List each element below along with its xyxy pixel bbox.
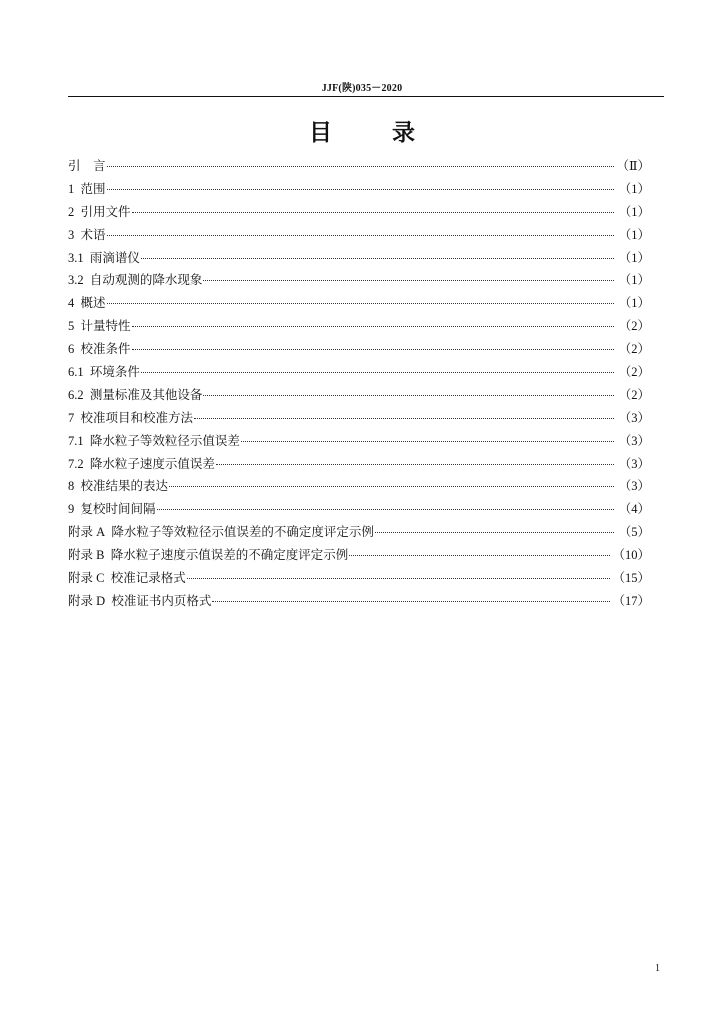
toc-entry[interactable] xyxy=(68,293,650,316)
toc-entry[interactable] xyxy=(68,362,650,385)
toc-entry-label xyxy=(68,293,106,311)
toc-entry-text: 引用文件 xyxy=(80,204,131,219)
toc-entry-text: 降水粒子速度示值误差的不确定度评定示例 xyxy=(110,548,349,563)
toc-leader-dots xyxy=(107,303,614,304)
toc-leader-dots xyxy=(216,464,614,465)
toc-entry-number: 9 xyxy=(68,502,75,517)
toc-leader-dots xyxy=(132,212,614,213)
toc-entry[interactable] xyxy=(68,499,650,522)
toc-leader-dots xyxy=(132,349,614,350)
toc-list xyxy=(68,156,650,614)
toc-entry-text: 自动观测的降水现象 xyxy=(89,273,203,288)
toc-entry-number: 7 xyxy=(68,410,75,425)
toc-entry-page: （1） xyxy=(618,181,650,196)
toc-leader-dots xyxy=(141,258,614,259)
toc-entry-number: 附录 C xyxy=(68,571,105,586)
toc-entry-page: （4） xyxy=(618,502,650,517)
toc-entry-text: 降水粒子等效粒径示值误差的不确定度评定示例 xyxy=(111,525,374,540)
page-number: 1 xyxy=(655,963,660,974)
toc-leader-dots xyxy=(107,189,614,190)
toc-entry[interactable] xyxy=(68,545,650,568)
toc-entry-text: 范围 xyxy=(80,181,106,196)
toc-entry[interactable] xyxy=(68,522,650,545)
toc-entry-text: 复校时间间隔 xyxy=(80,502,156,517)
toc-entry-number: 附录 A xyxy=(68,525,106,540)
toc-entry[interactable] xyxy=(68,179,650,202)
toc-entry[interactable] xyxy=(68,431,650,454)
toc-leader-dots xyxy=(141,372,614,373)
toc-entry-number: 2 xyxy=(68,204,75,219)
toc-entry-page: （1） xyxy=(618,204,650,219)
toc-entry-page: （2） xyxy=(618,387,650,402)
toc-entry-label xyxy=(68,385,202,403)
toc-leader-dots xyxy=(187,578,611,579)
toc-entry-page: （2） xyxy=(618,342,650,357)
toc-entry-label xyxy=(68,156,106,174)
toc-entry-label xyxy=(68,248,140,266)
toc-entry-number: 6.2 xyxy=(68,387,84,402)
document-code: JJF(陕)035－2020 xyxy=(321,83,403,94)
toc-entry-label xyxy=(68,225,106,243)
toc-entry-page: （1） xyxy=(618,273,650,288)
toc-title: 目录 xyxy=(309,120,475,146)
toc-leader-dots xyxy=(157,509,614,510)
toc-leader-dots xyxy=(203,280,614,281)
toc-leader-dots xyxy=(132,326,614,327)
toc-entry-label xyxy=(68,339,131,357)
toc-entry-number: 3 xyxy=(68,227,75,242)
toc-entry[interactable] xyxy=(68,225,650,248)
toc-entry-page: （1） xyxy=(618,296,650,311)
toc-entry-label xyxy=(68,408,193,426)
toc-entry-number: 7.1 xyxy=(68,433,84,448)
toc-entry-text: 测量标准及其他设备 xyxy=(89,387,203,402)
toc-entry-page: （10） xyxy=(612,548,650,563)
toc-entry[interactable] xyxy=(68,454,650,477)
toc-entry-page: （Ⅱ） xyxy=(616,159,650,173)
toc-entry-number: 3.2 xyxy=(68,273,84,288)
toc-entry-text: 校准证书内页格式 xyxy=(111,593,212,608)
toc-entry-text: 校准项目和校准方法 xyxy=(80,410,194,425)
toc-entry-number: 8 xyxy=(68,479,75,494)
toc-entry-number: 1 xyxy=(68,181,75,196)
toc-leader-dots xyxy=(194,418,614,419)
toc-leader-dots xyxy=(107,166,614,167)
toc-entry-label xyxy=(68,568,186,586)
toc-entry-page: （1） xyxy=(618,250,650,265)
toc-entry[interactable] xyxy=(68,591,650,614)
toc-entry-label xyxy=(68,476,168,494)
toc-entry-label xyxy=(68,270,202,288)
toc-entry-number: 附录 B xyxy=(68,548,105,563)
toc-entry-label xyxy=(68,454,215,472)
toc-entry-text: 校准条件 xyxy=(80,342,131,357)
toc-entry[interactable] xyxy=(68,339,650,362)
toc-entry-label xyxy=(68,179,106,197)
toc-leader-dots xyxy=(241,441,614,442)
toc-entry-page: （2） xyxy=(618,319,650,334)
toc-entry-label xyxy=(68,545,348,563)
toc-entry[interactable] xyxy=(68,316,650,339)
header-rule xyxy=(68,96,664,97)
toc-entry-label xyxy=(68,431,240,449)
toc-entry-text: 校准记录格式 xyxy=(110,571,186,586)
toc-entry-text: 降水粒子速度示值误差 xyxy=(89,456,215,471)
toc-entry-number: 5 xyxy=(68,319,75,334)
toc-entry-number: 4 xyxy=(68,296,75,311)
toc-entry-label xyxy=(68,499,156,517)
toc-entry-page: （3） xyxy=(618,456,650,471)
toc-entry-number: 6 xyxy=(68,342,75,357)
toc-entry-label xyxy=(68,591,211,609)
toc-entry-text: 校准结果的表达 xyxy=(80,479,169,494)
toc-leader-dots xyxy=(212,601,610,602)
toc-entry-text: 概述 xyxy=(80,296,106,311)
toc-entry-page: （17） xyxy=(612,593,650,608)
toc-entry-text: 术语 xyxy=(80,227,106,242)
toc-entry-number: 引 言 xyxy=(68,159,106,173)
toc-entry-number: 附录 D xyxy=(68,593,106,608)
toc-leader-dots xyxy=(375,532,614,533)
toc-entry-text: 雨滴谱仪 xyxy=(89,250,140,265)
toc-entry-text: 降水粒子等效粒径示值误差 xyxy=(89,433,240,448)
toc-entry-page: （1） xyxy=(618,227,650,242)
toc-entry-page: （2） xyxy=(618,365,650,380)
toc-leader-dots xyxy=(349,555,610,556)
toc-entry[interactable] xyxy=(68,385,650,408)
toc-entry[interactable] xyxy=(68,476,650,499)
toc-entry-page: （3） xyxy=(618,433,650,448)
toc-leader-dots xyxy=(169,486,614,487)
toc-entry-label xyxy=(68,522,374,540)
toc-entry-text: 环境条件 xyxy=(89,365,140,380)
toc-entry-label xyxy=(68,316,131,334)
toc-entry-number: 7.2 xyxy=(68,456,84,471)
toc-entry[interactable] xyxy=(68,202,650,225)
toc-entry-label xyxy=(68,202,131,220)
toc-entry-number: 6.1 xyxy=(68,365,84,380)
toc-entry[interactable] xyxy=(68,568,650,591)
toc-entry-text: 计量特性 xyxy=(80,319,131,334)
toc-leader-dots xyxy=(203,395,614,396)
toc-entry-page: （5） xyxy=(618,525,650,540)
toc-entry[interactable] xyxy=(68,270,650,293)
toc-entry[interactable] xyxy=(68,408,650,431)
toc-entry-page: （15） xyxy=(612,571,650,586)
toc-entry-label xyxy=(68,362,140,380)
toc-entry[interactable] xyxy=(68,248,650,271)
toc-entry-page: （3） xyxy=(618,410,650,425)
toc-entry-number: 3.1 xyxy=(68,250,84,265)
toc-entry-page: （3） xyxy=(618,479,650,494)
toc-leader-dots xyxy=(107,235,614,236)
toc-entry[interactable] xyxy=(68,156,650,179)
